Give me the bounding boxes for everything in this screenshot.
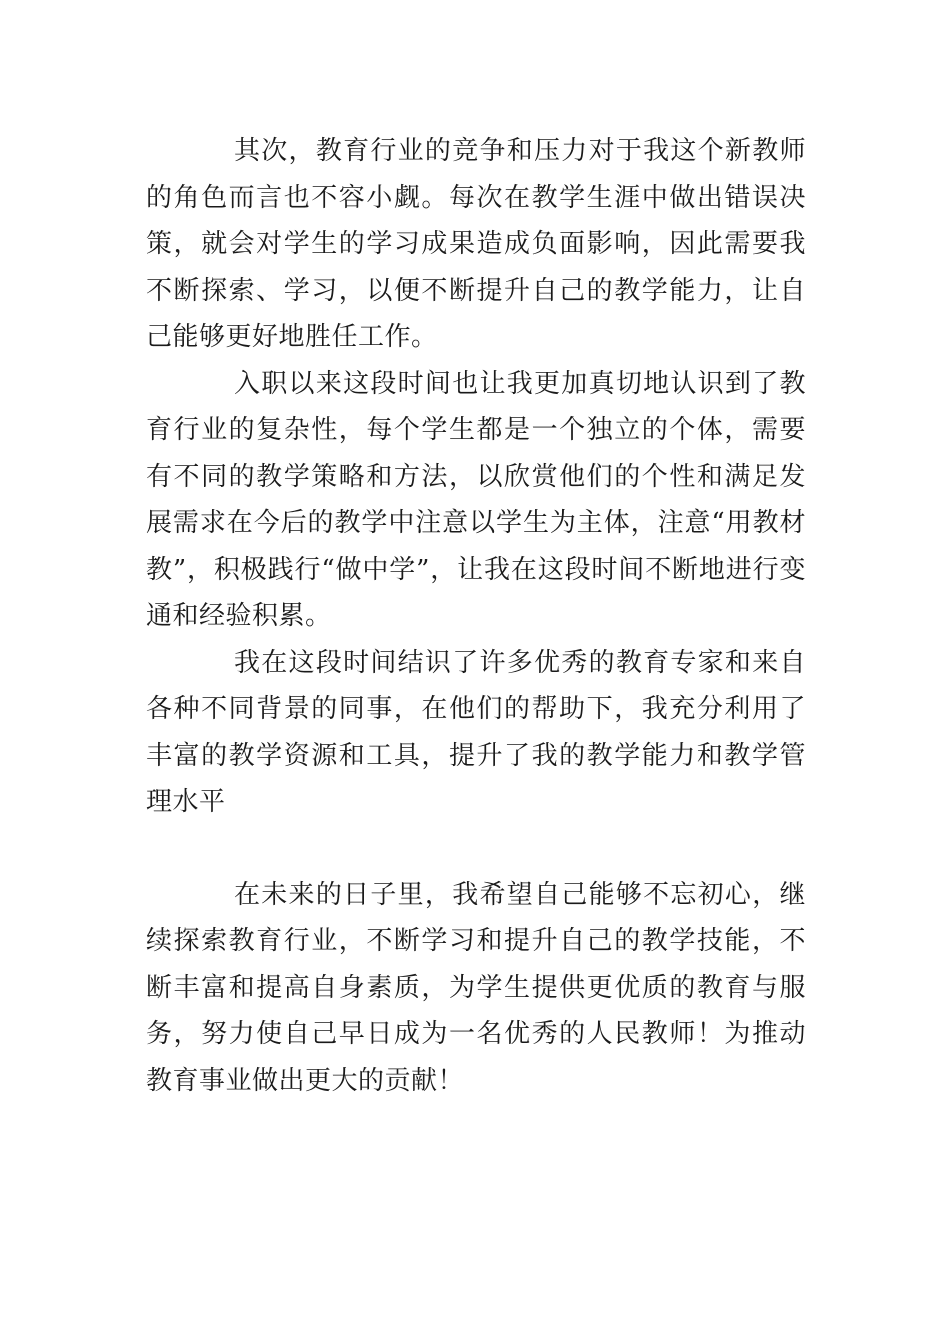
paragraph-4: 在未来的日子里，我希望自己能够不忘初心，继续探索教育行业，不断学习和提升自己的教学技能，不断丰富和提高自身素质，为学生提供更优质的教育与服务，努力使自己早日成为一名优秀的人民教师！为推动教育事业做出更大的贡献！ <box>146 879 806 1096</box>
paragraph-1: 其次，教育行业的竞争和压力对于我这个新教师的角色而言也不容小觑。每次在教学生涯中做出错误决策，就会对学生的学习成果造成负面影响，因此需要我不断探索、学习，以便不断提升自己的教学能力，让自己能够更好地胜任工作。 <box>146 136 806 352</box>
document-page <box>146 128 806 1104</box>
paragraph-3: 我在这段时间结识了许多优秀的教育专家和来自各种不同背景的同事，在他们的帮助下，我充分利用了丰富的教学资源和工具，提升了我的教学能力和教学管理水平 <box>146 647 806 817</box>
paragraph-spacer <box>146 826 806 872</box>
paragraph-2: 入职以来这段时间也让我更加真切地认识到了教育行业的复杂性，每个学生都是一个独立的个体，需要有不同的教学策略和方法，以欣赏他们的个性和满足发展需求在今后的教学中注意以学生为主体，注意“用教材教”，积极践行“做中学”，让我在这段时间不断地进行变通和经验积累。 <box>146 368 806 631</box>
